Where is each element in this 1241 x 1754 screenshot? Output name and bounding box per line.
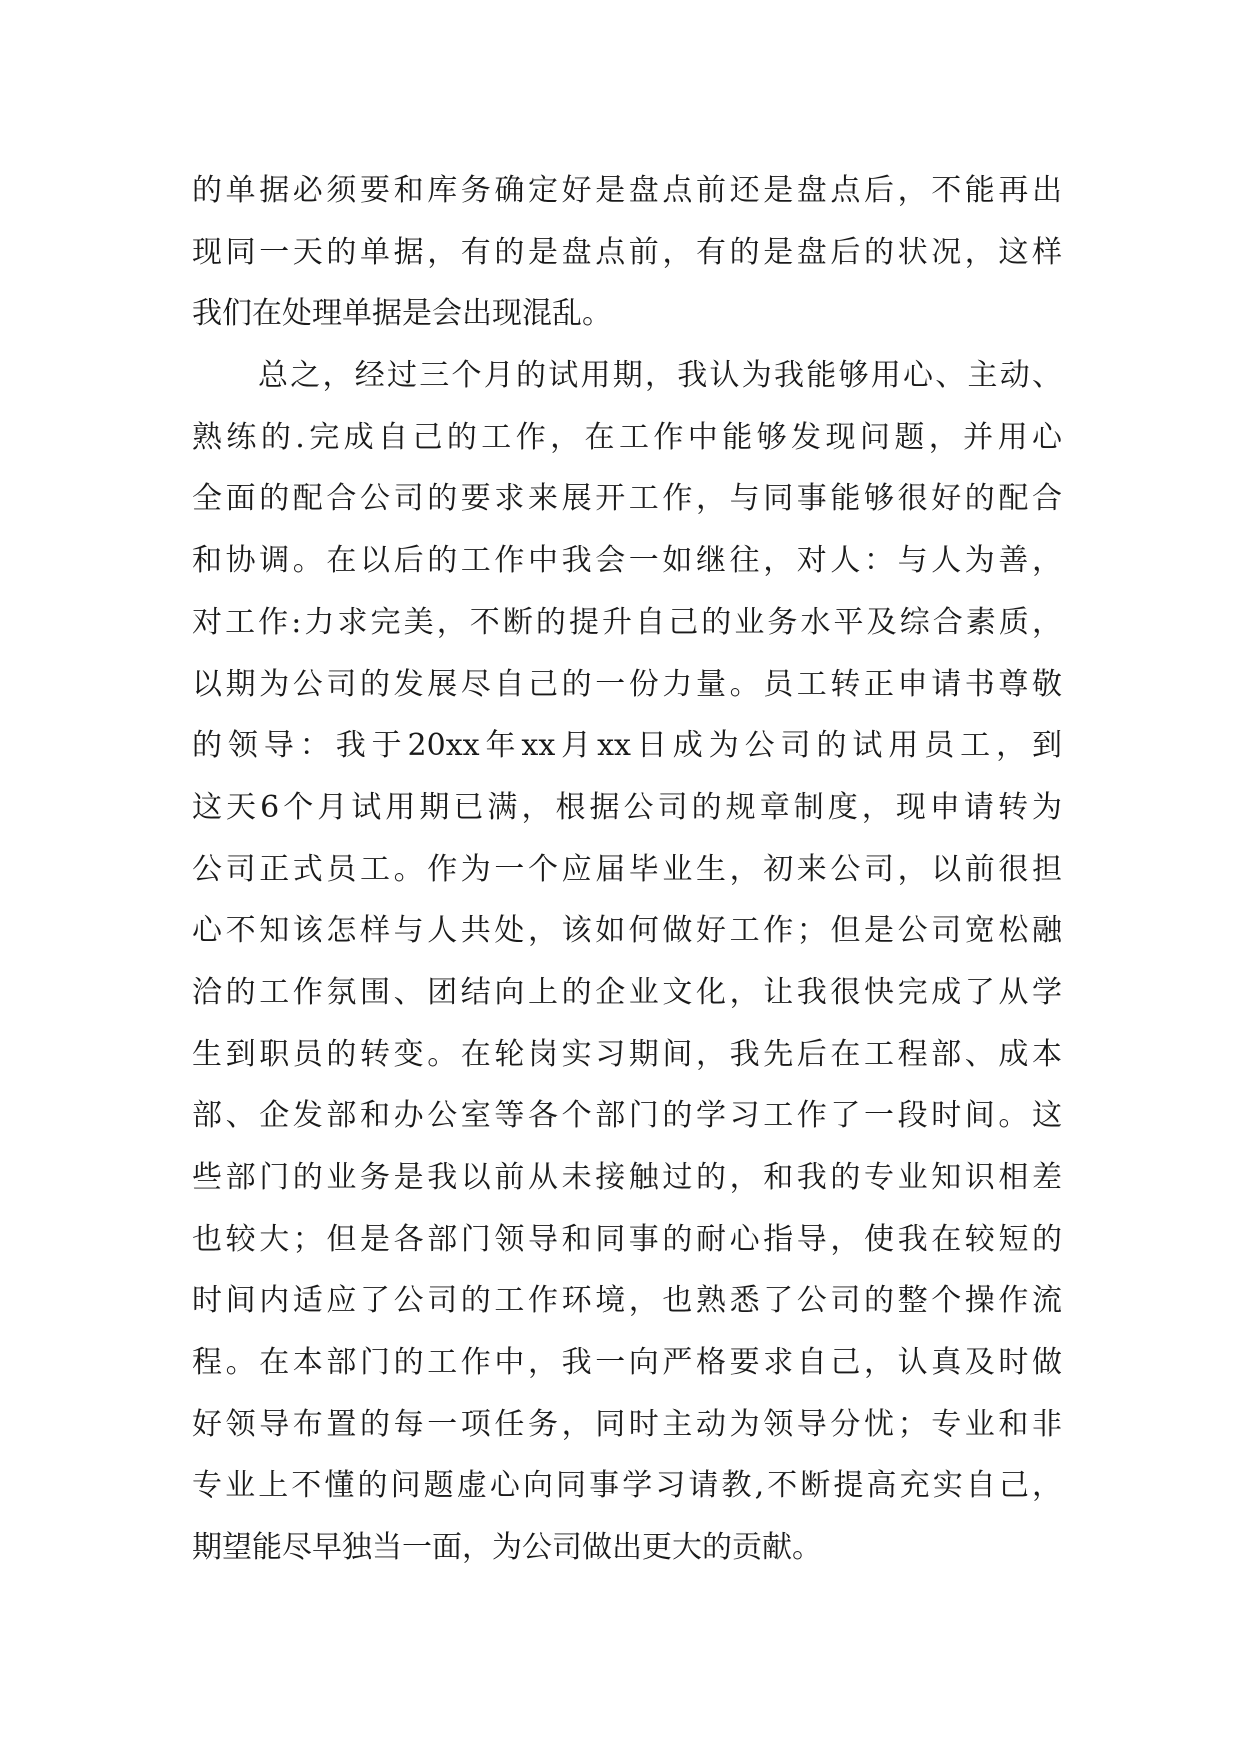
text-line: 心不知该怎样与人共处，该如何做好工作；但是公司宽松融: [192, 913, 1062, 949]
text-line: 好领导布置的每一项任务，同时主动为领导分忧；专业和非: [192, 1406, 1062, 1442]
text-line: 公司正式员工。作为一个应届毕业生，初来公司，以前很担: [192, 851, 1062, 887]
text-line: 的领导：我于20xx年xx月xx日成为公司的试用员工，到: [192, 728, 1062, 764]
text-line: 也较大；但是各部门领导和同事的耐心指导，使我在较短的: [192, 1221, 1062, 1257]
text-line: 洽的工作氛围、团结向上的企业文化，让我很快完成了从学: [192, 974, 1062, 1010]
text-line: 现同一天的单据，有的是盘点前，有的是盘后的状况，这样: [192, 234, 1062, 270]
text-line: 和协调。在以后的工作中我会一如继往，对人：与人为善，: [192, 543, 1062, 579]
text-line: 期望能尽早独当一面，为公司做出更大的贡献。: [192, 1530, 822, 1566]
text-line: 些部门的业务是我以前从未接触过的，和我的专业知识相差: [192, 1160, 1062, 1195]
text-line: 时间内适应了公司的工作环境，也熟悉了公司的整个操作流: [192, 1283, 1062, 1319]
text-line: 熟练的.完成自己的工作，在工作中能够发现问题，并用心: [192, 419, 1062, 455]
text-line: 以期为公司的发展尽自己的一份力量。员工转正申请书尊敬: [192, 666, 1062, 702]
paragraph-first-line: 总之，经过三个月的试用期，我认为我能够用心、主动、: [258, 358, 1062, 394]
text-line: 的单据必须要和库务确定好是盘点前还是盘点后，不能再出: [192, 173, 1062, 208]
text-line: 生到职员的转变。在轮岗实习期间，我先后在工程部、成本: [192, 1036, 1062, 1072]
text-line: 部、企发部和办公室等各个部门的学习工作了一段时间。这: [192, 1098, 1062, 1134]
text-line: 我们在处理单据是会出现混乱。: [192, 296, 612, 332]
text-line: 专业上不懂的问题虚心向同事学习请教,不断提高充实自己，: [192, 1468, 1062, 1504]
text-line: 全面的配合公司的要求来展开工作，与同事能够很好的配合: [192, 481, 1062, 517]
text-line: 这天6个月试用期已满，根据公司的规章制度，现申请转为: [192, 789, 1062, 825]
text-line: 对工作:力求完美，不断的提升自己的业务水平及综合素质，: [192, 604, 1062, 640]
text-line: 程。在本部门的工作中，我一向严格要求自己，认真及时做: [192, 1345, 1062, 1381]
document-body: [192, 160, 1062, 1579]
